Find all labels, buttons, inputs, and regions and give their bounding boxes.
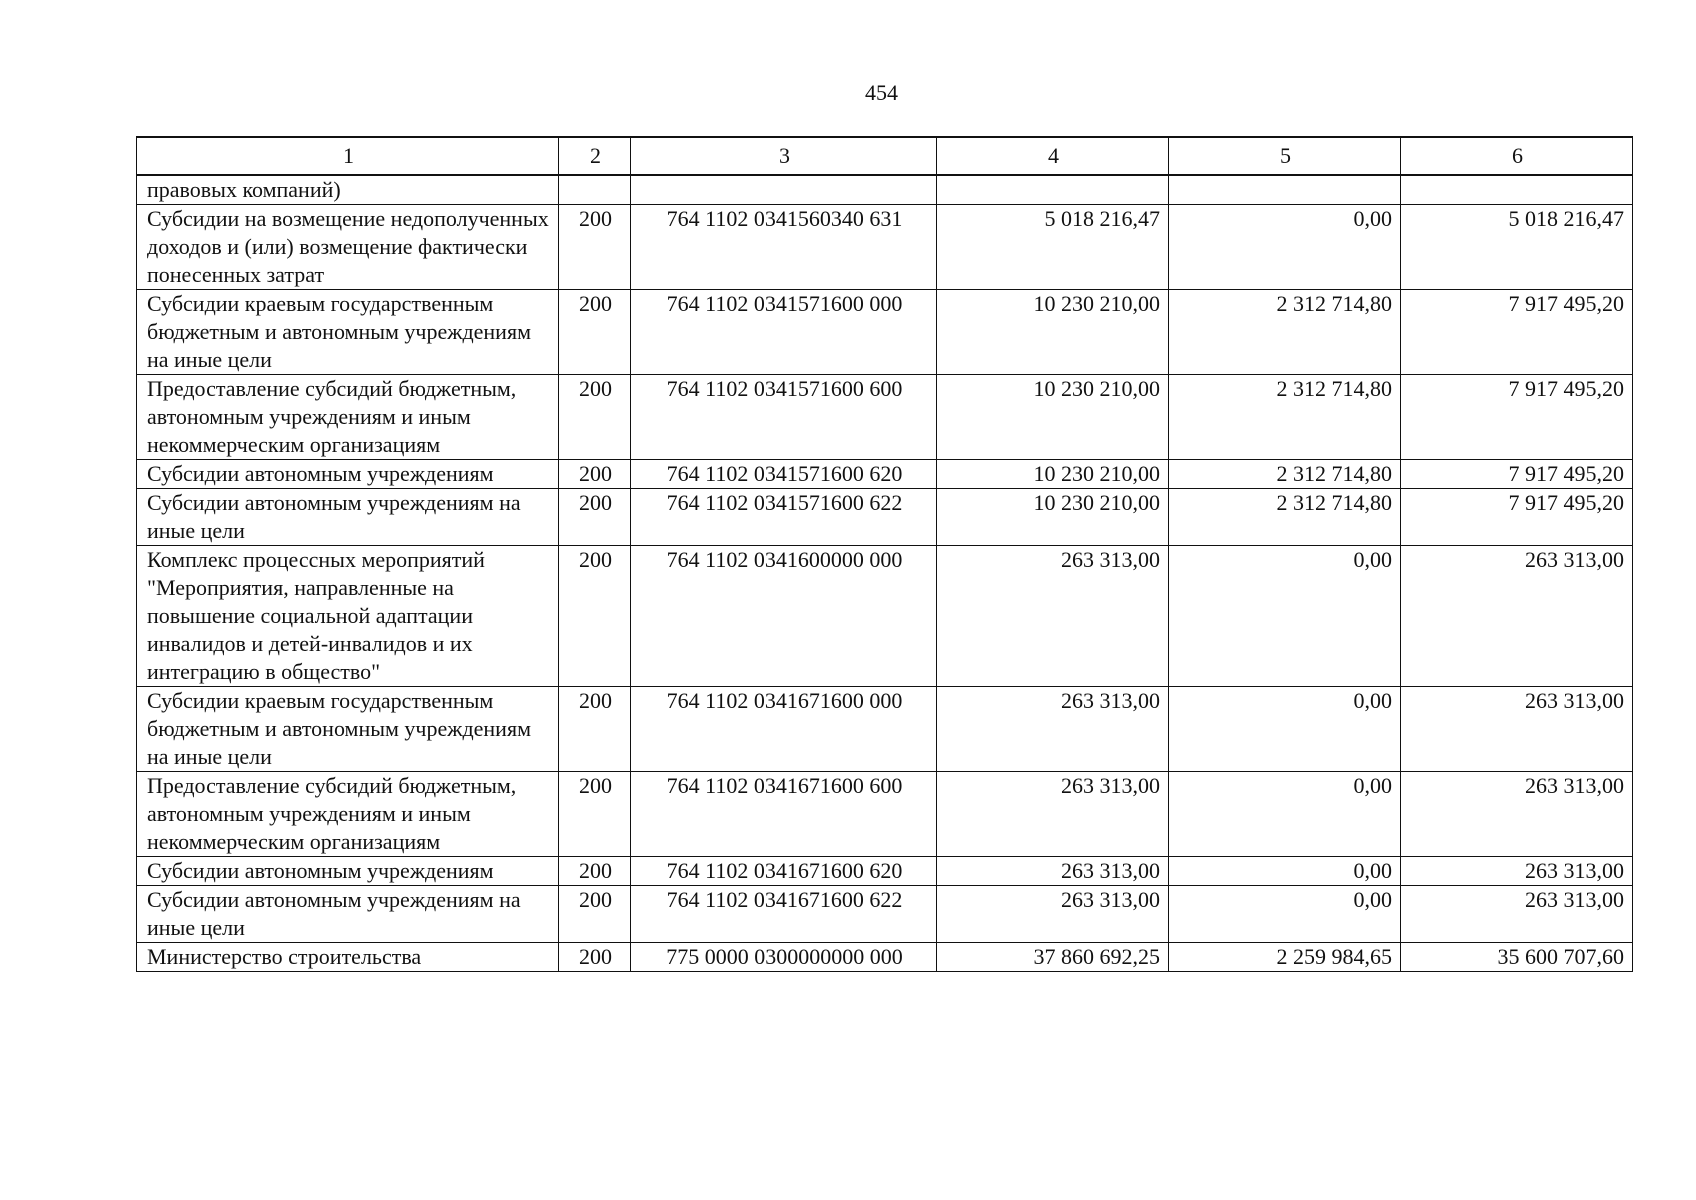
row-approved: 10 230 210,00 [937,375,1169,460]
header-col-4: 4 [937,137,1169,175]
row-code: 200 [559,546,631,687]
row-approved: 10 230 210,00 [937,460,1169,489]
row-remaining: 35 600 707,60 [1401,943,1633,972]
row-code: 200 [559,943,631,972]
header-col-1: 1 [137,137,559,175]
row-approved: 10 230 210,00 [937,489,1169,546]
header-col-3: 3 [631,137,937,175]
row-remaining: 7 917 495,20 [1401,290,1633,375]
row-remaining: 5 018 216,47 [1401,205,1633,290]
row-classification: 764 1102 0341571600 620 [631,460,937,489]
row-classification: 764 1102 0341560340 631 [631,205,937,290]
row-code: 200 [559,489,631,546]
table-row [137,886,1633,943]
header-col-2: 2 [559,137,631,175]
row-name: Предоставление субсидий бюджетным, автономным учреждениям и иным некоммерческим организациям [137,772,559,857]
row-name: Субсидии краевым государственным бюджетным и автономным учреждениям на иные цели [137,290,559,375]
row-name: Субсидии краевым государственным бюджетным и автономным учреждениям на иные цели [137,687,559,772]
row-approved: 5 018 216,47 [937,205,1169,290]
row-name: Субсидии автономным учреждениям на иные цели [137,489,559,546]
row-classification: 764 1102 0341671600 620 [631,857,937,886]
row-remaining: 7 917 495,20 [1401,460,1633,489]
row-executed: 2 312 714,80 [1169,460,1401,489]
row-classification: 775 0000 0300000000 000 [631,943,937,972]
row-name: Министерство строительства [137,943,559,972]
row-executed: 0,00 [1169,772,1401,857]
row-code: 200 [559,857,631,886]
row-executed: 2 312 714,80 [1169,375,1401,460]
row-executed: 0,00 [1169,886,1401,943]
row-approved: 263 313,00 [937,546,1169,687]
row-code: 200 [559,687,631,772]
row-classification: 764 1102 0341671600 000 [631,687,937,772]
row-approved: 263 313,00 [937,857,1169,886]
table-row [137,205,1633,290]
row-code: 200 [559,772,631,857]
continuation-row [137,175,1633,205]
row-executed: 2 259 984,65 [1169,943,1401,972]
row-code: 200 [559,886,631,943]
row-remaining: 7 917 495,20 [1401,489,1633,546]
row-executed: 2 312 714,80 [1169,489,1401,546]
row-classification: 764 1102 0341571600 000 [631,290,937,375]
row-name: Предоставление субсидий бюджетным, автономным учреждениям и иным некоммерческим организациям [137,375,559,460]
row-remaining: 263 313,00 [1401,857,1633,886]
row-approved: 10 230 210,00 [937,290,1169,375]
table-row [137,460,1633,489]
row-classification: 764 1102 0341671600 622 [631,886,937,943]
row-executed: 2 312 714,80 [1169,290,1401,375]
row-name: Субсидии автономным учреждениям [137,857,559,886]
table-row [137,943,1633,972]
continuation-text: правовых компаний) [137,175,559,205]
row-executed: 0,00 [1169,687,1401,772]
row-remaining: 263 313,00 [1401,546,1633,687]
table-row [137,375,1633,460]
row-code: 200 [559,375,631,460]
table-cell [937,175,1169,205]
row-approved: 263 313,00 [937,886,1169,943]
row-executed: 0,00 [1169,205,1401,290]
row-remaining: 263 313,00 [1401,886,1633,943]
row-remaining: 7 917 495,20 [1401,375,1633,460]
row-classification: 764 1102 0341571600 600 [631,375,937,460]
table-cell [1169,175,1401,205]
row-classification: 764 1102 0341671600 600 [631,772,937,857]
row-executed: 0,00 [1169,857,1401,886]
header-col-5: 5 [1169,137,1401,175]
header-col-6: 6 [1401,137,1633,175]
row-executed: 0,00 [1169,546,1401,687]
row-code: 200 [559,460,631,489]
page-number: 454 [865,80,898,105]
row-remaining: 263 313,00 [1401,687,1633,772]
row-name: Субсидии на возмещение недополученных доходов и (или) возмещение фактически понесенных затрат [137,205,559,290]
table-cell [631,175,937,205]
budget-table [136,136,1633,972]
row-code: 200 [559,205,631,290]
table-row [137,772,1633,857]
row-name: Субсидии автономным учреждениям на иные цели [137,886,559,943]
row-approved: 263 313,00 [937,772,1169,857]
row-name: Комплекс процессных мероприятий "Мероприятия, направленные на повышение социальной адаптации инвалидов и детей-инвалидов и их интеграцию в общество" [137,546,559,687]
table-row [137,857,1633,886]
row-name: Субсидии автономным учреждениям [137,460,559,489]
row-classification: 764 1102 0341571600 622 [631,489,937,546]
table-cell [1401,175,1633,205]
row-code: 200 [559,290,631,375]
table-row [137,546,1633,687]
header-row [137,137,1633,175]
row-approved: 263 313,00 [937,687,1169,772]
table-row [137,489,1633,546]
row-remaining: 263 313,00 [1401,772,1633,857]
table-row [137,290,1633,375]
row-approved: 37 860 692,25 [937,943,1169,972]
table-cell [559,175,631,205]
table-row [137,687,1633,772]
row-classification: 764 1102 0341600000 000 [631,546,937,687]
